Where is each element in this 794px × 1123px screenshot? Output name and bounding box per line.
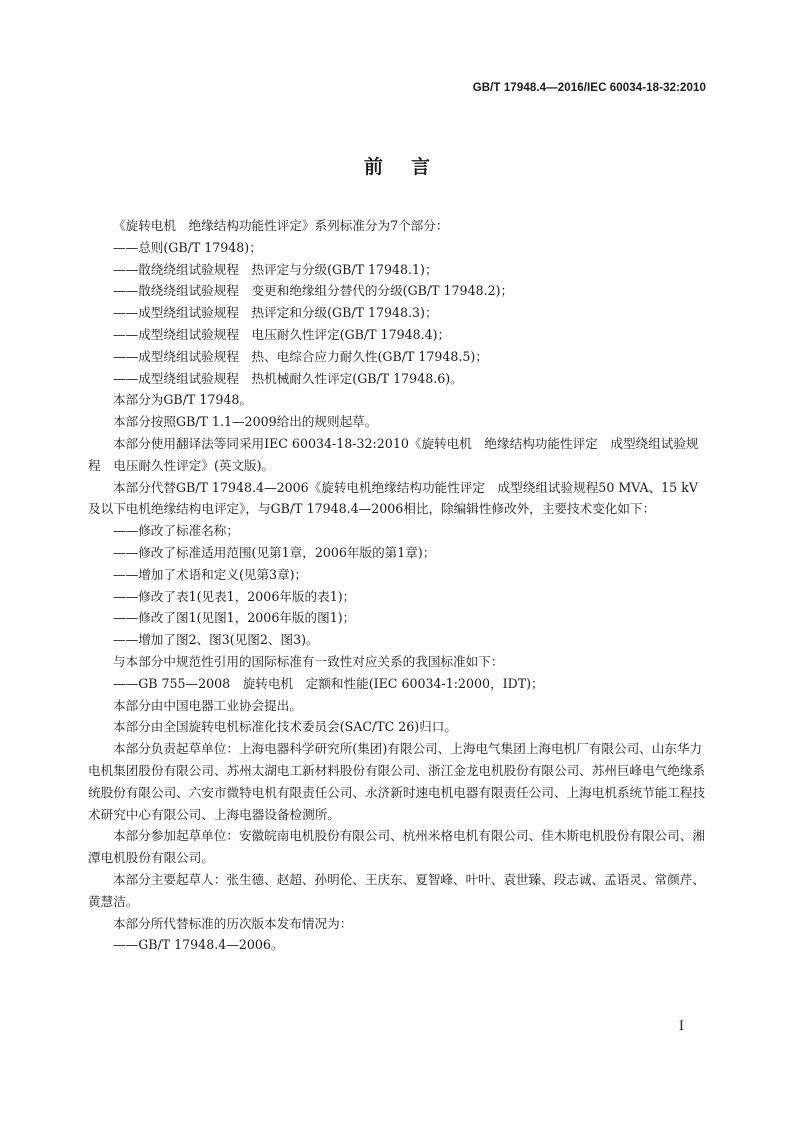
paragraph: 本部分参加起草单位：安徽皖南电机股份有限公司、杭州米格电机有限公司、佳木斯电机股份有限公司、湘潭电机股份有限公司。 [88, 828, 705, 866]
paragraph: ——散绕绕组试验规程 变更和绝缘组分替代的分级(GB/T 17948.2)； [113, 283, 514, 299]
paragraph: 本部分代替GB/T 17948.4—2006《旋转电机绝缘结构功能性评定 成型绕组试验规程50 MVA、15 kV及以下电机绝缘结构电评定》，与GB/T 17948.4—2006相比，除编辑性修改外，主要技术变化如下： [88, 479, 698, 517]
page-number: I [678, 1019, 684, 1034]
paragraph: ——增加了图2、图3(见图2、图3)。 [113, 632, 319, 648]
paragraph: ——修改了标准名称； [113, 523, 239, 539]
paragraph: 本部分由全国旋转电机标准化技术委员会(SAC/TC 26)归口。 [113, 719, 457, 735]
paragraph: ——成型绕组试验规程 热评定和分级(GB/T 17948.3)； [113, 305, 438, 321]
paragraph: 本部分按照GB/T 1.1—2009给出的规则起草。 [113, 414, 378, 430]
paragraph: 《旋转电机 绝缘结构功能性评定》系列标准分为7个部分： [113, 218, 449, 233]
paragraph: ——成型绕组试验规程 热机械耐久性评定(GB/T 17948.6)。 [113, 370, 463, 386]
paragraph: ——修改了图1(见图1，2006年版的图1)； [113, 610, 356, 626]
paragraph: 本部分负责起草单位：上海电器科学研究所(集团)有限公司、上海电气集团上海电机厂有限公司、山东华力电机集团股份有限公司、苏州太湖电工新材料股份有限公司、浙江金龙电机股份有限公司、苏州巨峰电气绝缘系统股份有限公司、六安市微特电机有限责任公司、永济新时速电机电器有限责任公司、上海电机系统节能工程技术研究中心有限公司、上海电器设备检测所。 [88, 741, 706, 822]
paragraph: 本部分所代替标准的历次版本发布情况为： [113, 915, 353, 931]
page-title: 前言 [363, 156, 458, 178]
paragraph: ——增加了术语和定义(见第3章)； [113, 566, 308, 582]
paragraph: ——GB/T 17948.4—2006。 [113, 937, 284, 953]
paragraph: 本部分主要起草人：张生德、赵超、孙明伦、王庆东、夏智峰、叶叶、袁世臻、段志诚、孟语灵、常颜芹、黄慧洁。 [88, 871, 705, 909]
paragraph: ——成型绕组试验规程 热、电综合应力耐久性(GB/T 17948.5)； [113, 348, 488, 364]
paragraph: ——修改了标准适用范围(见第1章，2006年版的第1章)； [113, 544, 436, 560]
standard-code: GB/T 17948.4—2016/IEC 60034-18-32:2010 [472, 82, 706, 94]
paragraph: ——GB 755—2008 旋转电机 定额和性能(IEC 60034-1:2000，IDT)； [113, 675, 544, 691]
paragraph: 与本部分中规范性引用的国际标准有一致性对应关系的我国标准如下： [113, 653, 504, 669]
paragraph: 本部分由中国电器工业协会提出。 [113, 697, 302, 713]
paragraph: ——修改了表1(见表1，2006年版的表1)； [113, 588, 356, 604]
paragraph: ——成型绕组试验规程 电压耐久性评定(GB/T 17948.4)； [113, 326, 451, 342]
paragraph: 本部分使用翻译法等同采用IEC 60034-18-32:2010《旋转电机 绝缘结构功能性评定 成型绕组试验规程 电压耐久性评定》(英文版)。 [88, 435, 699, 473]
document-body [88, 215, 708, 956]
paragraph: 本部分为GB/T 17948。 [113, 392, 252, 408]
paragraph: ——总则(GB/T 17948)； [113, 239, 262, 255]
paragraph: ——散绕绕组试验规程 热评定与分级(GB/T 17948.1)； [113, 261, 438, 277]
